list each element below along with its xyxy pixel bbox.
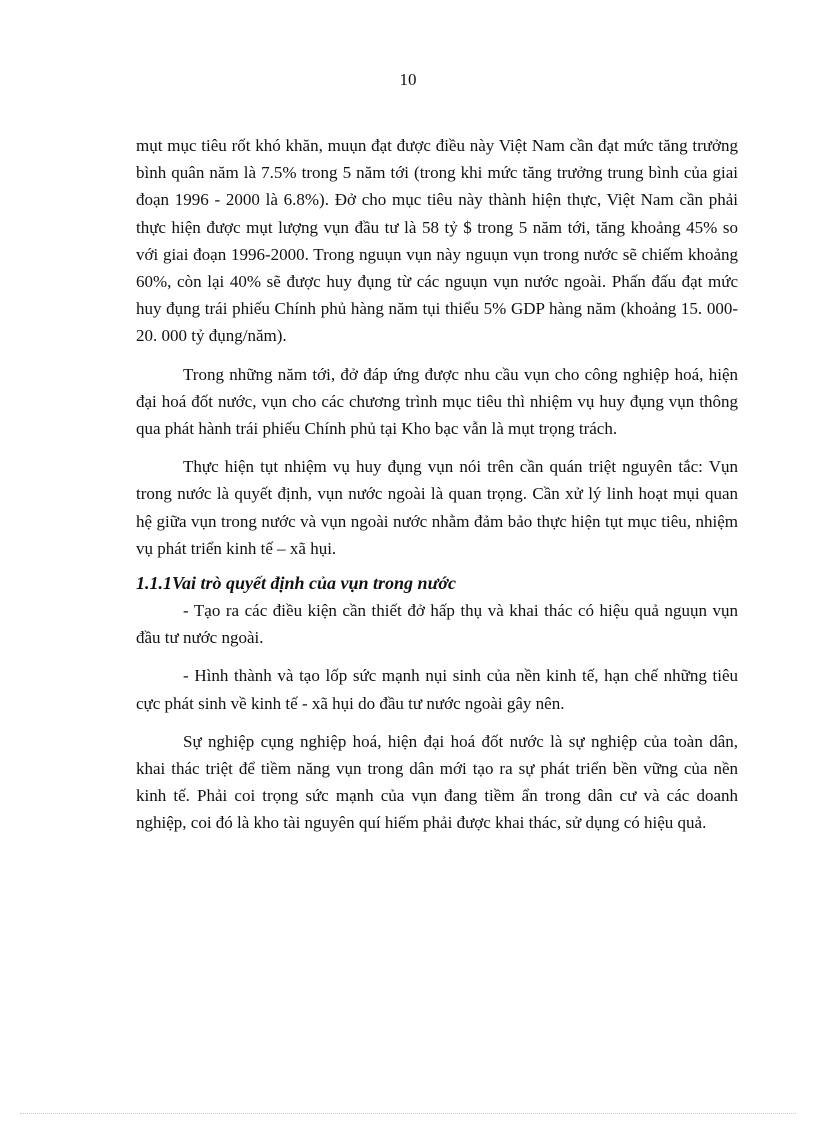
paragraph-industrialization: Sự nghiệp cụng nghiệp hoá, hiện đại hoá đốt nước là sự nghiệp của toàn dân, khai thác triệt để tiềm năng vụn trong dân mới tạo ra sự phát triển bền vững của nền kinh tế. Phải coi trọng sức mạnh của vụn đang tiềm ẩn trong dân cư và các doanh nghiệp, coi đó là kho tài nguyên quí hiếm phải được khai thác, sử dụng có hiệu quả. xyxy=(136,731,738,833)
section-heading: 1.1.1Vai trò quyết định của vụn trong nước xyxy=(136,573,457,594)
page-body xyxy=(136,132,738,837)
paragraph-principles: Thực hiện tụt nhiệm vụ huy đụng vụn nói trên cần quán triệt nguyên tắc: Vụn trong nước là quyết định, vụn nước ngoài là quan trọng. Cần xử lý linh hoạt mụi quan hệ giữa vụn trong nước và vụn ngoài nước nhằm đảm bảo thực hiện tụt mục tiêu, nhiệm vụ phát triển kinh tế – xã hụi. xyxy=(136,457,738,558)
paragraph-capital-needs: Trong những năm tới, đở đáp ứng được nhu cầu vụn cho công nghiệp hoá, hiện đại hoá đốt nước, vụn cho các chương trình mục tiêu thì nhiệm vụ huy đụng vụn thông qua phát hành trái phiếu Chính phủ tại Kho bạc vẫn là mụt trọng trách. xyxy=(136,364,738,439)
bullet-item-internal-strength: - Hình thành và tạo lốp sức mạnh nụi sinh của nền kinh tế, hạn chế những tiêu cực phát sinh về kinh tế - xã hụi do đầu tư nước ngoài gây nên. xyxy=(136,666,738,713)
page-bottom-divider xyxy=(20,1113,796,1114)
paragraph-continuation: mụt mục tiêu rốt khó khăn, muụn đạt được điều này Việt Nam cần đạt mức tăng trưởng bình quân năm là 7.5% trong 5 năm tới (trong khi mức tăng trưởng trung bình của giai đoạn 1996 - 2000 là 6.8%). Đở cho mục tiêu này thành hiện thực, Việt Nam cần phải thực hiện được mụt lượng vụn đầu tư là 58 tỷ $ trong 5 năm tới, tăng khoảng 45% so với giai đoạn 1996-2000. Trong nguụn vụn này nguụn vụn trong nước sẽ chiếm khoảng 60%, còn lại 40% sẽ được huy đụng từ các nguụn vụn nước ngoài. Phấn đấu đạt mức huy đụng trái phiếu Chính phủ hàng năm tụi thiểu 5% GDP hàng năm (khoảng 15. 000-20. 000 tỷ đụng/năm). xyxy=(136,136,738,346)
page-number: 10 xyxy=(399,70,417,89)
bullet-item-conditions: - Tạo ra các điều kiện cần thiết đở hấp thụ và khai thác có hiệu quả nguụn vụn đầu tư nước ngoài. xyxy=(136,601,738,648)
